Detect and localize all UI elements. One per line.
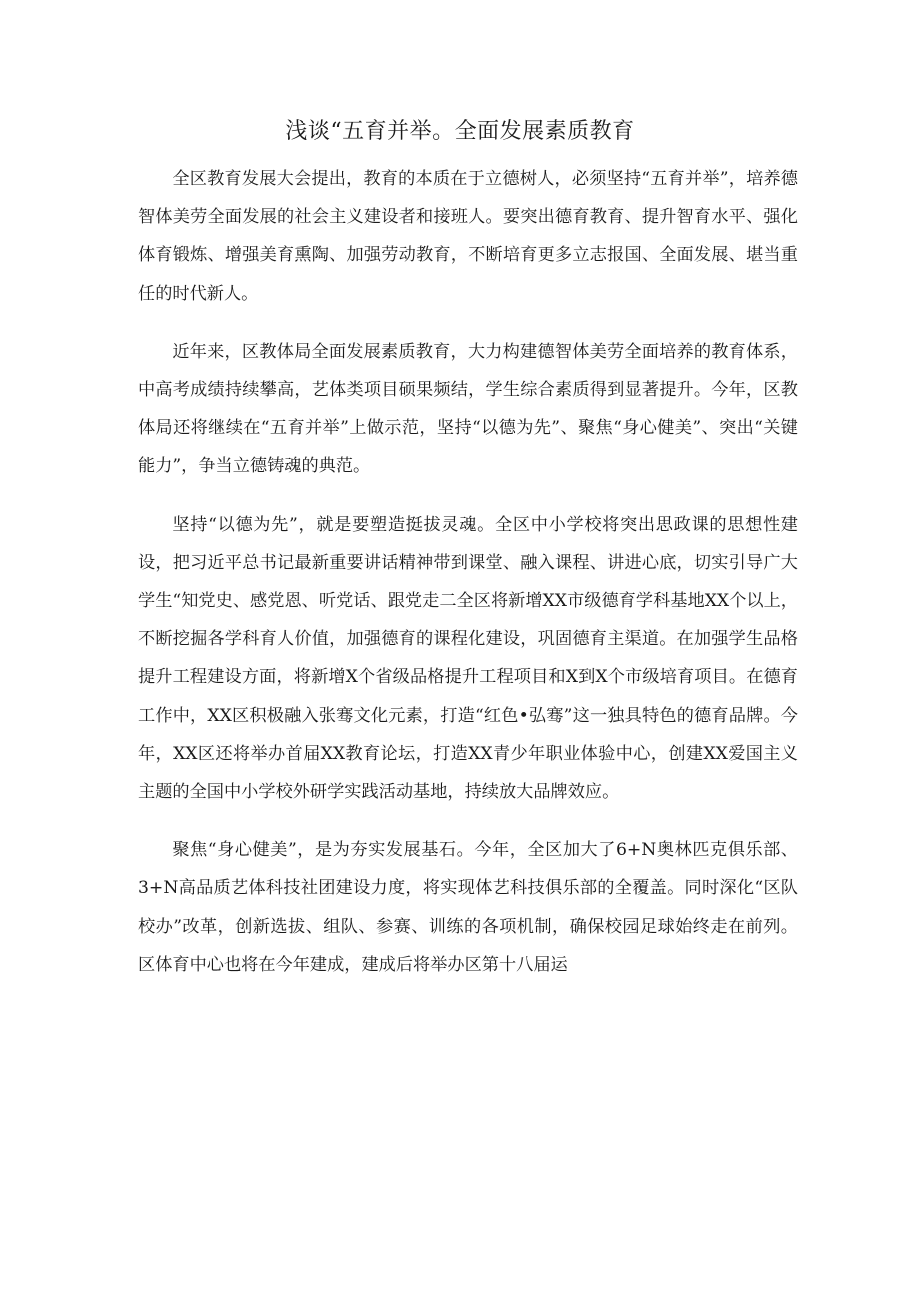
paragraph-4: 聚焦“身心健美”，是为夯实发展基石。今年，全区加大了6+N奥林匹克俱乐部、3+N高品质艺体科技社团建设力度，将实现体艺科技俱乐部的全覆盖。同时深化“区队校办”改革，创新选拔、组队、参赛、训练的各项机制，确保校园足球始终走在前列。区体育中心也将在今年建成，建成后将举办区第十八届运 xyxy=(138,840,798,975)
paragraph-2: 近年来，区教体局全面发展素质教育，大力构建德智体美劳全面培养的教育体系，中高考成绩持续攀高，艺体类项目硕果频结，学生综合素质得到显著提升。今年，区教体局还将继续在“五育并举”上做示范，坚持“以德为先”、聚焦“身心健美”、突出“关键能力”，争当立德铸魂的典范。 xyxy=(138,341,798,477)
document-body xyxy=(138,160,798,1004)
document-title: 浅谈“五育并举。全面发展素质教育 xyxy=(285,119,635,144)
paragraph-1: 全区教育发展大会提出，教育的本质在于立德树人，必须坚持“五育并举”，培养德智体美劳全面发展的社会主义建设者和接班人。要突出德育教育、提升智育水平、强化体育锻炼、增强美育熏陶、加强劳动教育，不断培育更多立志报国、全面发展、堪当重任的时代新人。 xyxy=(138,169,798,304)
paragraph-3: 坚持“以德为先”，就是要塑造挺拔灵魂。全区中小学校将突出思政课的思想性建设，把习近平总书记最新重要讲话精神带到课堂、融入课程、讲进心底，切实引导广大学生“知党史、感党恩、听党话、跟党走二全区将新增XX市级德育学科基地XX个以上，不断挖掘各学科育人价值，加强德育的课程化建设，巩固德育主渠道。在加强学生品格提升工程建设方面，将新增X个省级品格提升工程项目和X到X个市级培育项目。在德育工作中，XX区积极融入张骞文化元素，打造“红色•弘骞”这一独具特色的德育品牌。今年，XX区还将举办首届XX教育论坛，打造XX青少年职业体验中心，创建XX爱国主义主题的全国中小学校外研学实践活动基地，持续放大品牌效应。 xyxy=(138,514,798,803)
